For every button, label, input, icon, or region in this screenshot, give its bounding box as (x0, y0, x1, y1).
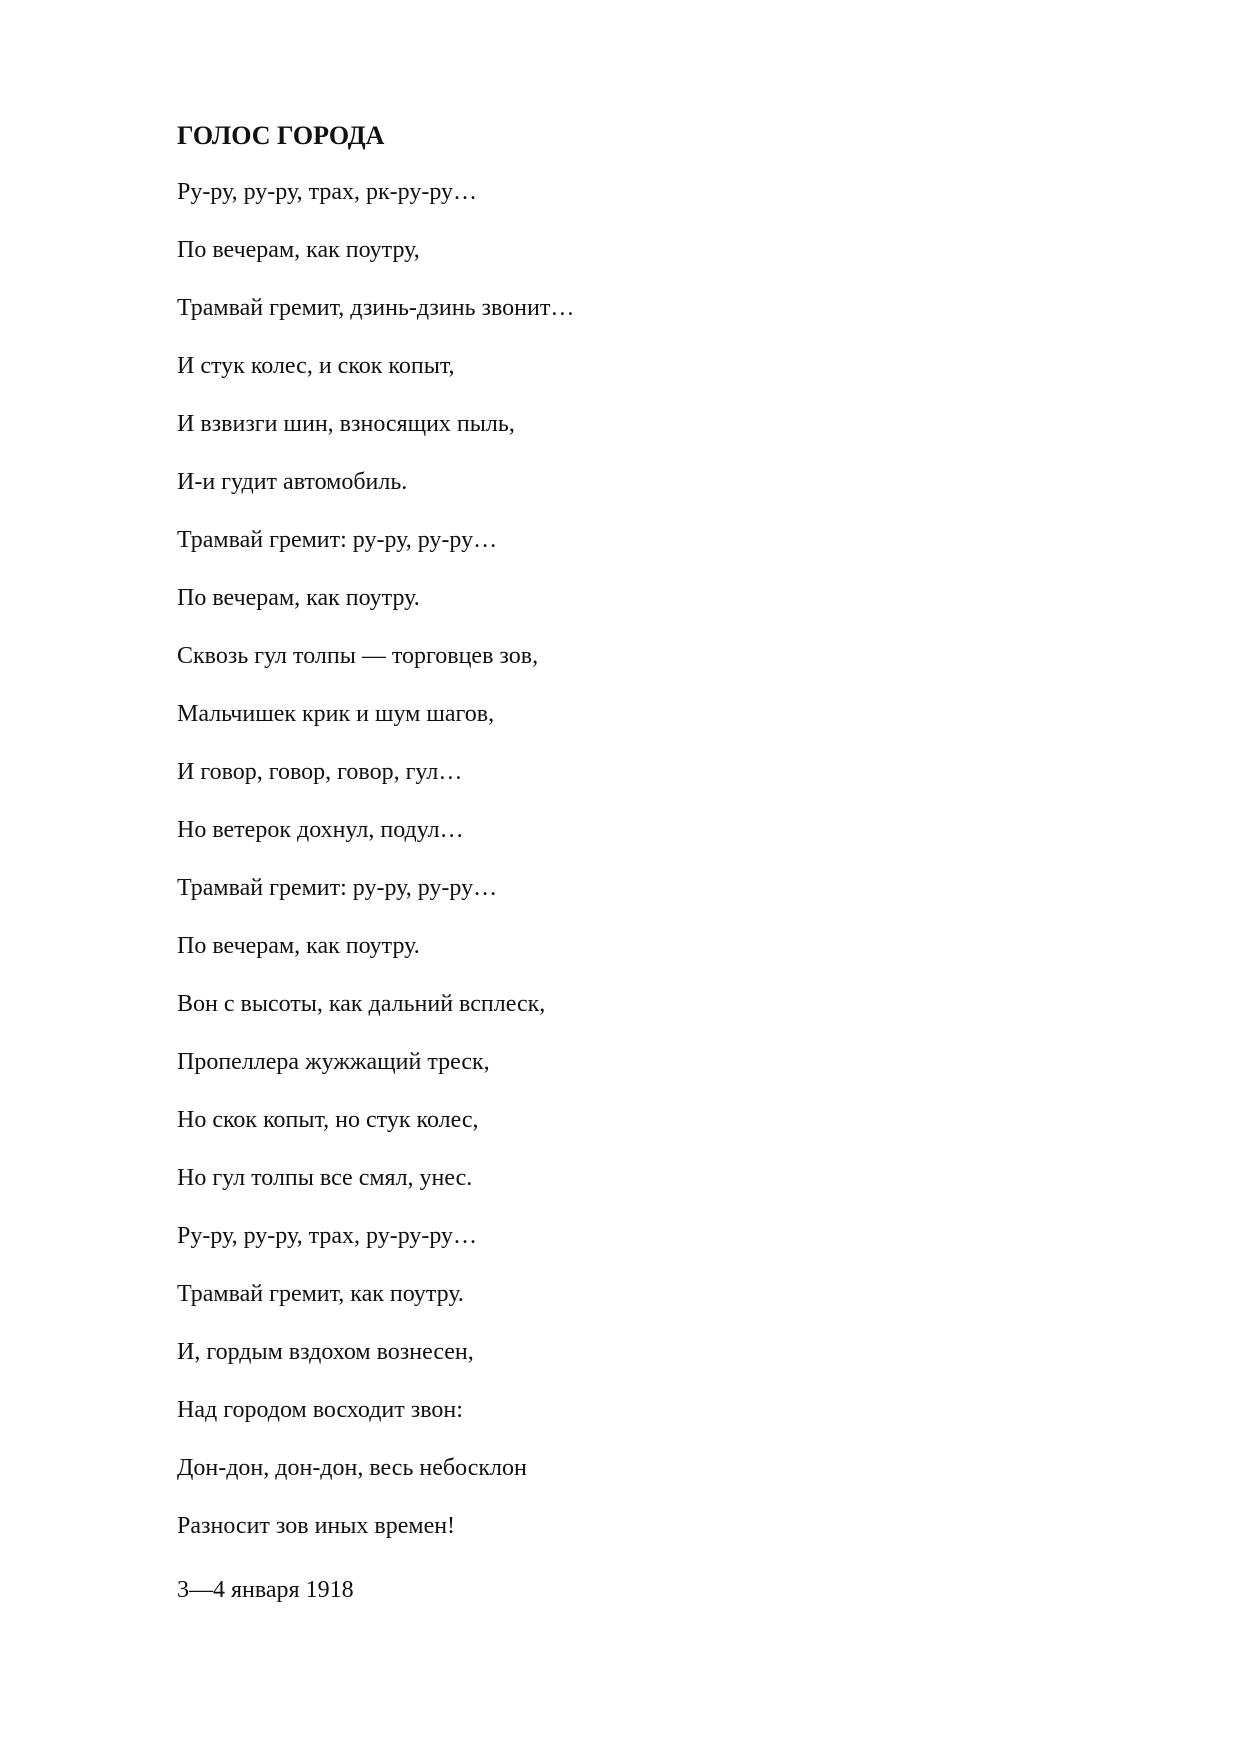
poem-line: Трамвай гремит: ру-ру, ру-ру… (177, 875, 498, 901)
poem-line: И говор, говор, говор, гул… (177, 759, 463, 785)
poem-line: Но ветерок дохнул, подул… (177, 817, 464, 843)
poem-line: Дон-дон, дон-дон, весь небосклон (177, 1455, 527, 1481)
poem-title: ГОЛОС ГОРОДА (177, 121, 385, 150)
document-page (177, 0, 1157, 1754)
poem-line: И-и гудит автомобиль. (177, 469, 408, 495)
poem-line: Трамвай гремит, дзинь-дзинь звонит… (177, 295, 575, 321)
poem-line: Трамвай гремит: ру-ру, ру-ру… (177, 527, 498, 553)
poem-line: И взвизги шин, взносящих пыль, (177, 411, 515, 437)
poem-line: Вон с высоты, как дальний всплеск, (177, 991, 546, 1017)
poem-line: По вечерам, как поутру. (177, 933, 420, 959)
poem-line: И стук колес, и скок копыт, (177, 353, 455, 379)
poem-line: По вечерам, как поутру, (177, 237, 420, 263)
poem-line: Трамвай гремит, как поутру. (177, 1281, 464, 1307)
poem-date: 3—4 января 1918 (177, 1577, 354, 1603)
poem-line: Ру-ру, ру-ру, трах, ру-ру-ру… (177, 1223, 478, 1249)
poem-line: И, гордым вздохом вознесен, (177, 1339, 474, 1365)
poem-line: Разносит зов иных времен! (177, 1513, 456, 1539)
poem-line: По вечерам, как поутру. (177, 585, 420, 611)
poem-line: Но гул толпы все смял, унес. (177, 1165, 473, 1191)
poem-line: Ру-ру, ру-ру, трах, рк-ру-ру… (177, 179, 478, 205)
poem-line: Пропеллера жужжащий треск, (177, 1049, 490, 1075)
poem-line: Над городом восходит звон: (177, 1397, 463, 1423)
poem-body (177, 174, 574, 1566)
poem-line: Но скок копыт, но стук колес, (177, 1107, 479, 1133)
poem-line: Мальчишек крик и шум шагов, (177, 701, 495, 727)
poem-line: Сквозь гул толпы — торговцев зов, (177, 643, 539, 669)
